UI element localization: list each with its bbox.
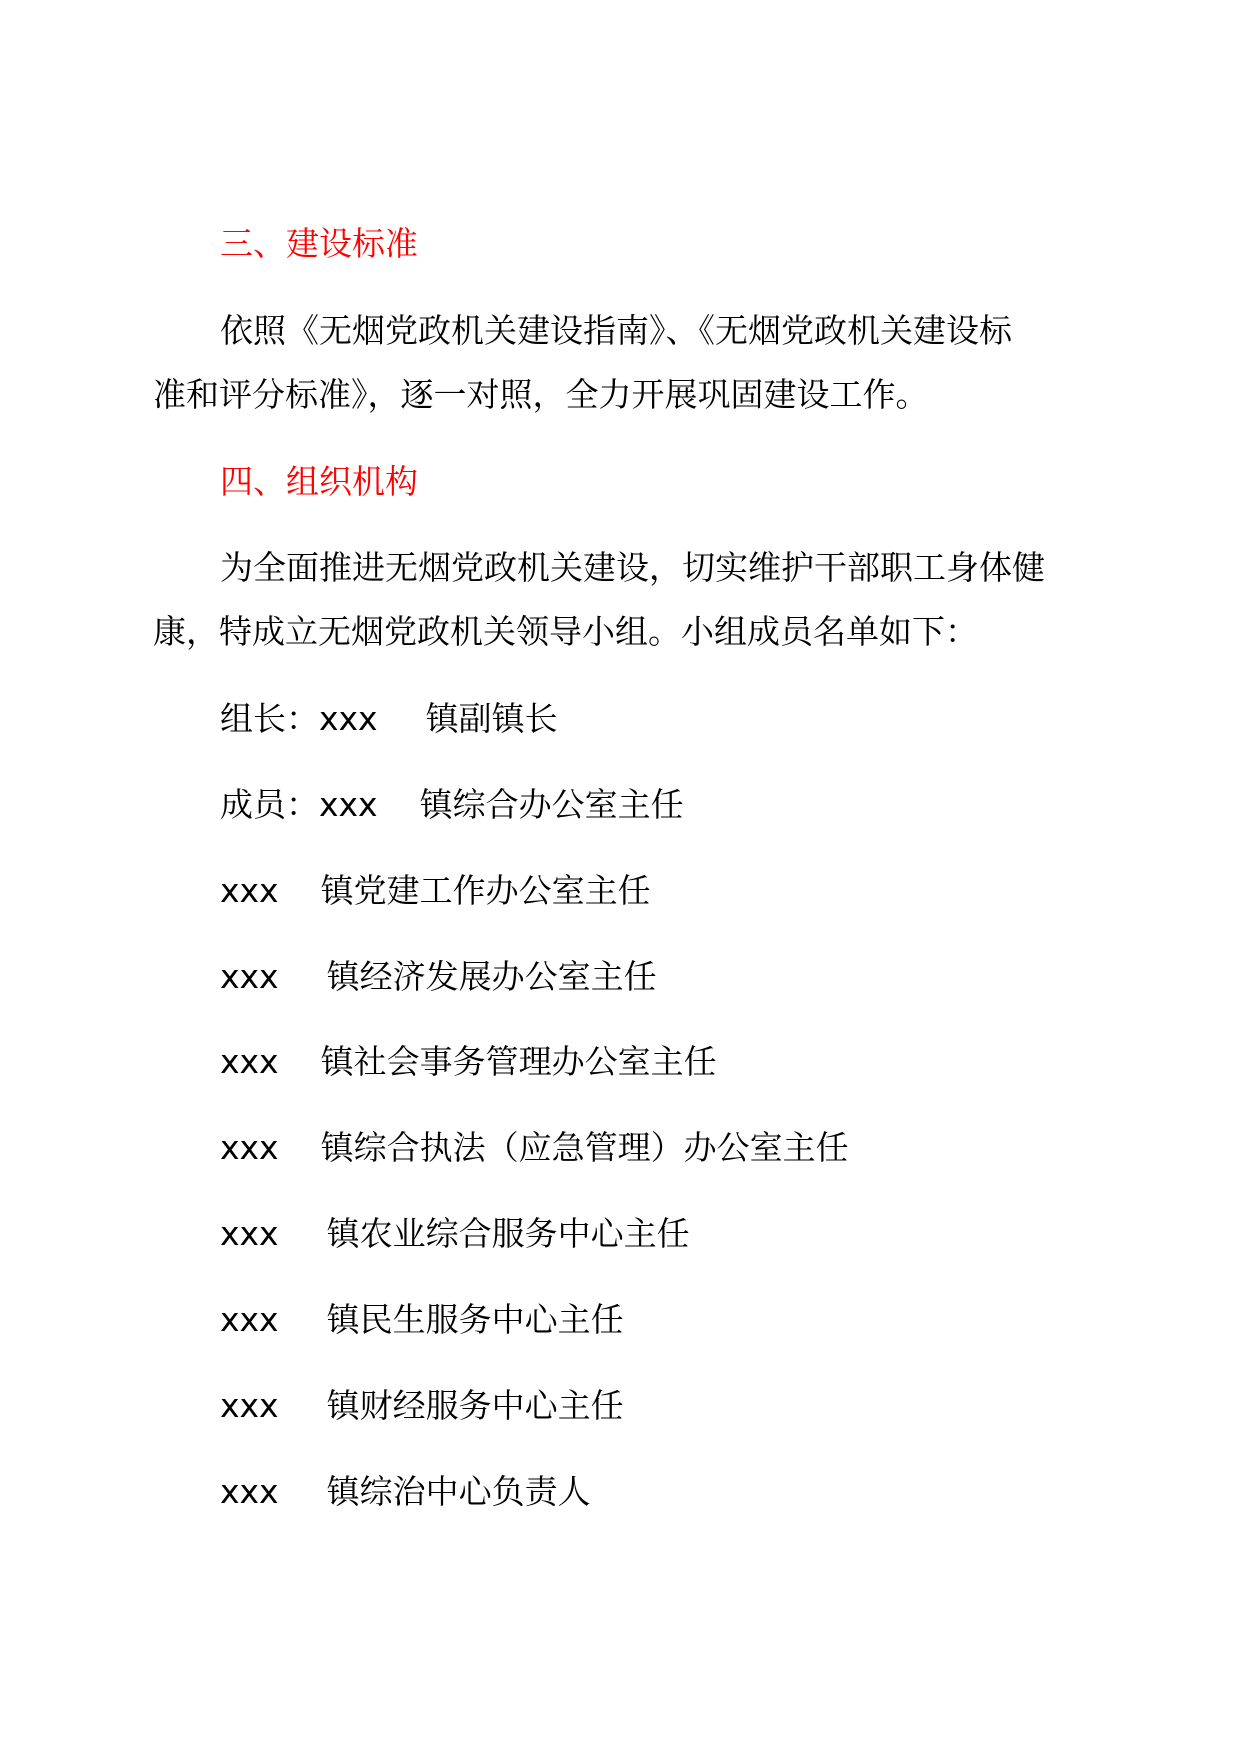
members-label-role: 成员：xxx (220, 785, 378, 824)
section-3-heading: 三、建设标准 (220, 224, 418, 263)
member-title: 镇财经服务中心主任 (326, 1386, 624, 1425)
members-label-title: 镇综合办公室主任 (419, 785, 684, 824)
leader-title: 镇副镇长 (425, 699, 558, 738)
members-label-row (220, 785, 684, 825)
section-4-heading: 四、组织机构 (220, 462, 418, 501)
member-row (220, 1472, 591, 1512)
member-title: 镇农业综合服务中心主任 (326, 1214, 690, 1253)
member-name: xxx (220, 871, 279, 910)
member-row (220, 1214, 690, 1254)
member-row (220, 1386, 624, 1426)
member-title: 镇综治中心负责人 (326, 1472, 591, 1511)
member-title: 镇综合执法（应急管理）办公室主任 (320, 1128, 849, 1167)
member-name: xxx (220, 1128, 279, 1167)
section-4-paragraph-line-2: 康，特成立无烟党政机关领导小组。小组成员名单如下： (153, 612, 978, 651)
member-row (220, 1042, 717, 1082)
section-4-paragraph-line-1: 为全面推进无烟党政机关建设，切实维护干部职工身体健 (220, 548, 1045, 587)
member-name: xxx (220, 1472, 279, 1511)
member-name: xxx (220, 1214, 279, 1253)
member-name: xxx (220, 1386, 279, 1425)
member-row (220, 957, 657, 997)
leader-row (220, 699, 558, 739)
member-name: xxx (220, 1042, 279, 1081)
member-title: 镇社会事务管理办公室主任 (320, 1042, 717, 1081)
member-name: xxx (220, 1300, 279, 1339)
section-3-paragraph-line-1: 依照《无烟党政机关建设指南》、《无烟党政机关建设标 (220, 311, 1012, 350)
leader-role: 组长：xxx (220, 699, 378, 738)
member-name: xxx (220, 957, 279, 996)
section-3-paragraph-line-2: 准和评分标准》，逐一对照，全力开展巩固建设工作。 (153, 375, 929, 414)
member-row (220, 871, 651, 911)
member-title: 镇民生服务中心主任 (326, 1300, 624, 1339)
member-row (220, 1300, 624, 1340)
member-title: 镇党建工作办公室主任 (320, 871, 651, 910)
member-title: 镇经济发展办公室主任 (326, 957, 657, 996)
member-row (220, 1128, 849, 1168)
